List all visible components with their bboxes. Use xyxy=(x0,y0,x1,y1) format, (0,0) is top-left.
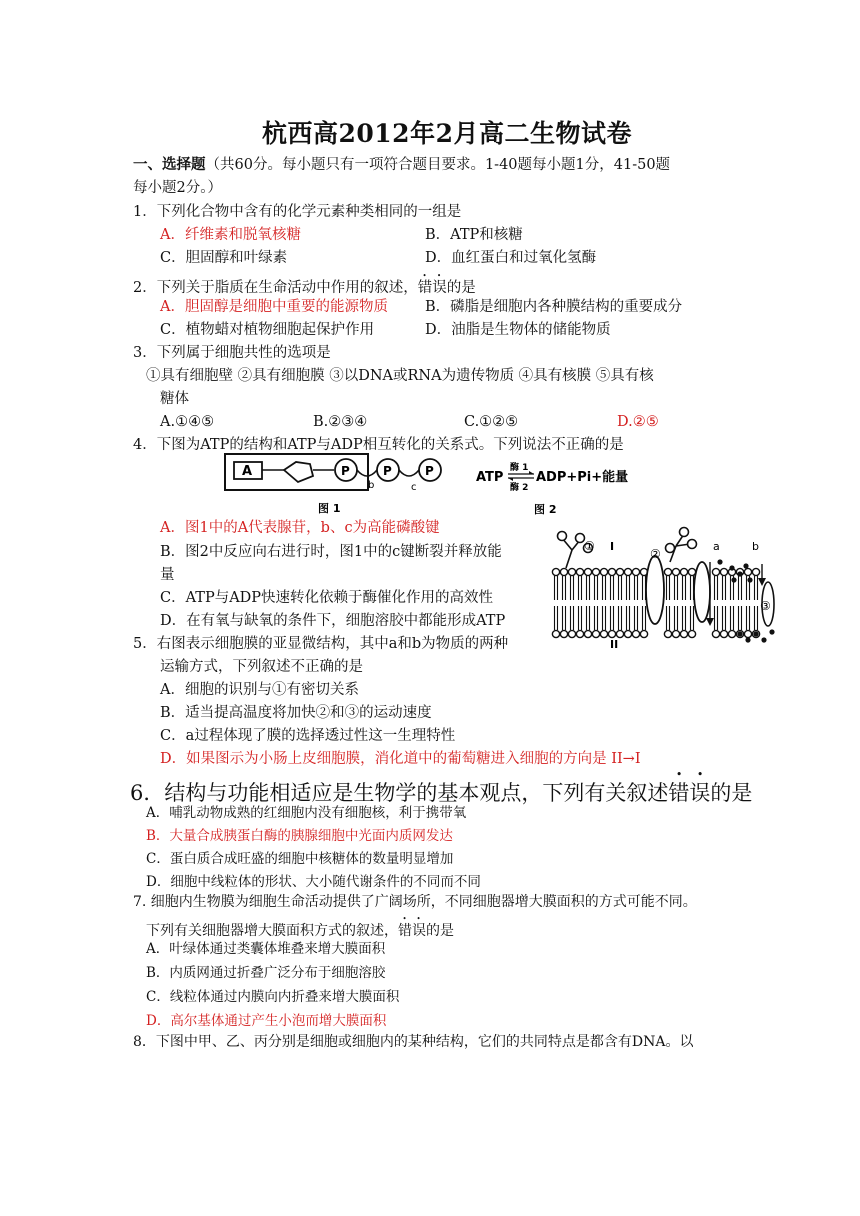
lipid-head xyxy=(688,568,695,575)
lipid-tail xyxy=(595,606,598,630)
lipid-tail xyxy=(571,606,574,630)
section-note-line2: 每小题2分。） xyxy=(133,180,222,196)
bond-c xyxy=(399,470,419,476)
q2-option-a: A．胆固醇是细胞中重要的能源物质 xyxy=(160,299,388,315)
q3-option-a: A.①④⑤ xyxy=(160,414,215,430)
lipid-head xyxy=(624,630,631,637)
q6-option-d: D．细胞中线粒体的形状、大小随代谢条件的不同而不同 xyxy=(146,874,481,890)
lipid-head xyxy=(584,568,591,575)
protein-2 xyxy=(646,556,664,624)
q5-option-b: B．适当提高温度将加快②和③的运动速度 xyxy=(160,705,432,721)
q6-option-b: B．大量合成胰蛋白酶的胰腺细胞中光面内质网发达 xyxy=(146,828,453,844)
lipid-tail xyxy=(595,576,598,600)
lipid-head xyxy=(600,568,607,575)
lipid-head xyxy=(744,568,751,575)
phosphate-3-label: P xyxy=(425,464,434,478)
label-3: ③ xyxy=(760,599,771,613)
lipid-tail xyxy=(579,576,582,600)
lipid-tail xyxy=(643,606,646,630)
q7-stem-line1: 7. 细胞内生物膜为细胞生命活动提供了广阔场所，不同细胞器增大膜面积的方式可能不同。 xyxy=(133,894,697,910)
section-note-line1: （共60分。每小题只有一项符合题目要求。1-40题每小题1分，41-50题 xyxy=(205,157,671,173)
lipid-head xyxy=(672,568,679,575)
lipid-head xyxy=(680,630,687,637)
lipid-head xyxy=(592,568,599,575)
lipid-head xyxy=(608,568,615,575)
q6-stem-pre: 6．结构与功能相适应是生物学的基本观点，下列有关叙述 xyxy=(130,781,669,805)
q2-stem xyxy=(133,272,476,297)
lipid-head xyxy=(632,568,639,575)
lipid-head xyxy=(600,630,607,637)
q7-stem-line2-post: 的是 xyxy=(426,923,454,939)
q4-option-b-line2: 量 xyxy=(160,567,175,583)
atp-structure-figure xyxy=(222,452,454,522)
lipid-tail xyxy=(723,606,726,630)
q3-option-b: B.②③④ xyxy=(313,414,368,430)
q2-stem-post: 的是 xyxy=(446,280,476,296)
label-transport-b: b xyxy=(752,540,759,553)
lipid-tail xyxy=(643,576,646,600)
lipid-tail xyxy=(635,606,638,630)
adenine-label: A xyxy=(242,464,253,479)
lipid-head xyxy=(608,630,615,637)
q4-option-a: A．图1中的A代表腺苷，b、c为高能磷酸键 xyxy=(160,520,440,536)
lipid-tail xyxy=(627,576,630,600)
atp-adp-equation-figure xyxy=(474,459,654,519)
lipid-head xyxy=(584,630,591,637)
label-2: ② xyxy=(650,547,661,561)
ribose-pentagon xyxy=(284,462,313,482)
lipid-head xyxy=(624,568,631,575)
lipid-tail xyxy=(667,576,670,600)
q6-option-a: A．哺乳动物成熟的红细胞内没有细胞核，利于携带氧 xyxy=(146,805,467,821)
lipid-tail xyxy=(555,606,558,630)
lipid-tail xyxy=(731,606,734,630)
q1-option-d: D．血红蛋白和过氧化氢酶 xyxy=(425,250,597,266)
lipid-tail xyxy=(555,576,558,600)
lipid-tail xyxy=(587,606,590,630)
lipid-tail xyxy=(683,606,686,630)
q2-stem-emph: 错误 xyxy=(417,280,447,296)
q7-option-d: D．高尔基体通过产生小泡而增大膜面积 xyxy=(146,1013,387,1029)
q7-stem-emph: 错误 xyxy=(398,923,426,939)
eq-enzyme-2: 酶 2 xyxy=(510,483,529,493)
q7-option-c: C．线粒体通过内膜向内折叠来增大膜面积 xyxy=(146,989,400,1005)
lipid-tail xyxy=(563,606,566,630)
lipid-head xyxy=(632,630,639,637)
lipid-tail xyxy=(611,606,614,630)
lipid-tail xyxy=(691,576,694,600)
lipid-tail xyxy=(603,576,606,600)
lipid-tail xyxy=(739,576,742,600)
q1-option-a: A．纤维素和脱氧核糖 xyxy=(160,227,301,243)
lipid-tail xyxy=(715,576,718,600)
lipid-tail xyxy=(683,576,686,600)
phosphate-1-label: P xyxy=(341,464,350,478)
lipid-head xyxy=(712,568,719,575)
lipid-tail xyxy=(579,606,582,630)
lipid-head xyxy=(568,630,575,637)
q1-option-b: B．ATP和核糖 xyxy=(425,227,523,243)
lipid-head xyxy=(712,630,719,637)
section-heading: 一、选择题 xyxy=(133,156,206,173)
lipid-head xyxy=(640,630,647,637)
q1-stem: 1．下列化合物中含有的化学元素种类相同的一组是 xyxy=(133,204,462,220)
lipid-tail xyxy=(747,606,750,630)
lipid-head xyxy=(560,630,567,637)
lipid-tail xyxy=(723,576,726,600)
eq-enzyme-1: 酶 1 xyxy=(510,463,529,473)
lipid-head xyxy=(568,568,575,575)
lipid-tail xyxy=(691,606,694,630)
q2-stem-pre: 2．下列关于脂质在生命活动中作用的叙述， xyxy=(133,280,418,296)
lipid-tail xyxy=(619,606,622,630)
q5-stem-line2: 运输方式，下列叙述不正确的是 xyxy=(160,659,363,675)
lipid-head xyxy=(592,630,599,637)
lipid-head xyxy=(720,630,727,637)
q2-option-d: D．油脂是生物体的储能物质 xyxy=(425,322,611,338)
lipid-tail xyxy=(587,576,590,600)
lipid-tail xyxy=(675,606,678,630)
lipid-tail xyxy=(715,606,718,630)
lipid-head xyxy=(560,568,567,575)
q5-option-d: D．如果图示为小肠上皮细胞膜，消化道中的葡萄糖进入细胞的方向是 II→I xyxy=(160,751,641,767)
q3-stem: 3．下列属于细胞共性的选项是 xyxy=(133,345,331,361)
protein-channel xyxy=(694,562,710,622)
lipid-tail xyxy=(667,606,670,630)
lipid-head xyxy=(680,568,687,575)
lipid-tail xyxy=(635,576,638,600)
q7-stem-line2-pre: 下列有关细胞器增大膜面积方式的叙述， xyxy=(146,923,398,939)
q4-option-d: D．在有氧与缺氧的条件下，细胞溶胶中都能形成ATP xyxy=(160,613,506,629)
q4-option-b-line1: B．图2中反应向右进行时，图1中的c键断裂并释放能 xyxy=(160,544,502,560)
lipid-tail xyxy=(675,576,678,600)
lipid-head xyxy=(552,568,559,575)
section-heading-line1 xyxy=(133,156,670,174)
q3-items-line2: 糖体 xyxy=(160,391,189,407)
bond-c-label: c xyxy=(411,482,417,493)
lipid-tail xyxy=(563,576,566,600)
lipid-head xyxy=(576,630,583,637)
q5-option-a: A．细胞的识别与①有密切关系 xyxy=(160,682,359,698)
q6-option-c: C．蛋白质合成旺盛的细胞中核糖体的数量明显增加 xyxy=(146,851,454,867)
lipid-tail xyxy=(627,606,630,630)
q7-option-b: B．内质网通过折叠广泛分布于细胞溶胶 xyxy=(146,965,386,981)
q2-option-c: C．植物蜡对植物细胞起保护作用 xyxy=(160,322,375,338)
lipid-head xyxy=(672,630,679,637)
label-side-I: I xyxy=(610,540,615,553)
eq-atp: ATP xyxy=(476,470,504,485)
bond-b-label: b xyxy=(368,480,375,491)
q6-stem xyxy=(130,768,752,807)
lipid-tail xyxy=(755,576,758,600)
q3-items-line1: ①具有细胞壁 ②具有细胞膜 ③以DNA或RNA为遗传物质 ④具有核膜 ⑤具有核 xyxy=(146,368,654,384)
q7-stem-line2 xyxy=(146,915,454,940)
lipid-tail xyxy=(739,606,742,630)
lipid-tail xyxy=(571,576,574,600)
lipid-tail xyxy=(755,606,758,630)
lipid-head xyxy=(720,568,727,575)
lipid-tail xyxy=(619,576,622,600)
lipid-head xyxy=(552,630,559,637)
fig1-caption: 图 1 xyxy=(318,502,341,515)
lipid-tail xyxy=(611,576,614,600)
label-transport-a: a xyxy=(713,540,720,553)
phosphate-2-label: P xyxy=(383,464,392,478)
lipid-head xyxy=(752,568,759,575)
q5-stem-line1: 5．右图表示细胞膜的亚显微结构，其中a和b为物质的两种 xyxy=(133,636,509,652)
lipid-head xyxy=(616,568,623,575)
page-title: 杭西高2012年2月高二生物试卷 xyxy=(262,119,632,148)
q1-option-c: C．胆固醇和叶绿素 xyxy=(160,250,288,266)
eq-products: ADP+Pi+能量 xyxy=(536,470,629,485)
q3-option-d: D.②⑤ xyxy=(617,414,659,430)
q2-option-b: B．磷脂是细胞内各种膜结构的重要成分 xyxy=(425,299,683,315)
lipid-head xyxy=(728,630,735,637)
lipid-tail xyxy=(603,606,606,630)
q5-option-c: C．a过程体现了膜的选择透过性这一生理特性 xyxy=(160,728,456,744)
lipid-head xyxy=(576,568,583,575)
lipid-head xyxy=(688,630,695,637)
q3-option-c: C.①②⑤ xyxy=(464,414,519,430)
lipid-head xyxy=(664,568,671,575)
lipid-head xyxy=(744,630,751,637)
label-1: ① xyxy=(584,539,595,553)
lipid-head xyxy=(616,630,623,637)
q6-stem-emph: 错误 xyxy=(668,781,711,805)
q7-option-a: A．叶绿体通过类囊体堆叠来增大膜面积 xyxy=(146,941,386,957)
label-side-II: II xyxy=(610,638,619,651)
q4-option-c: C．ATP与ADP快速转化依赖于酶催化作用的高效性 xyxy=(160,590,494,606)
fig2-caption: 图 2 xyxy=(534,503,557,516)
q8-stem: 8．下图中甲、乙、丙分别是细胞或细胞内的某种结构，它们的共同特点是都含有DNA。以 xyxy=(133,1034,694,1050)
q6-stem-post: 的是 xyxy=(710,781,753,805)
cell-membrane-figure xyxy=(550,522,782,654)
lipid-head xyxy=(664,630,671,637)
q4-stem: 4．下图为ATP的结构和ATP与ADP相互转化的关系式。下列说法不正确的是 xyxy=(133,437,624,453)
